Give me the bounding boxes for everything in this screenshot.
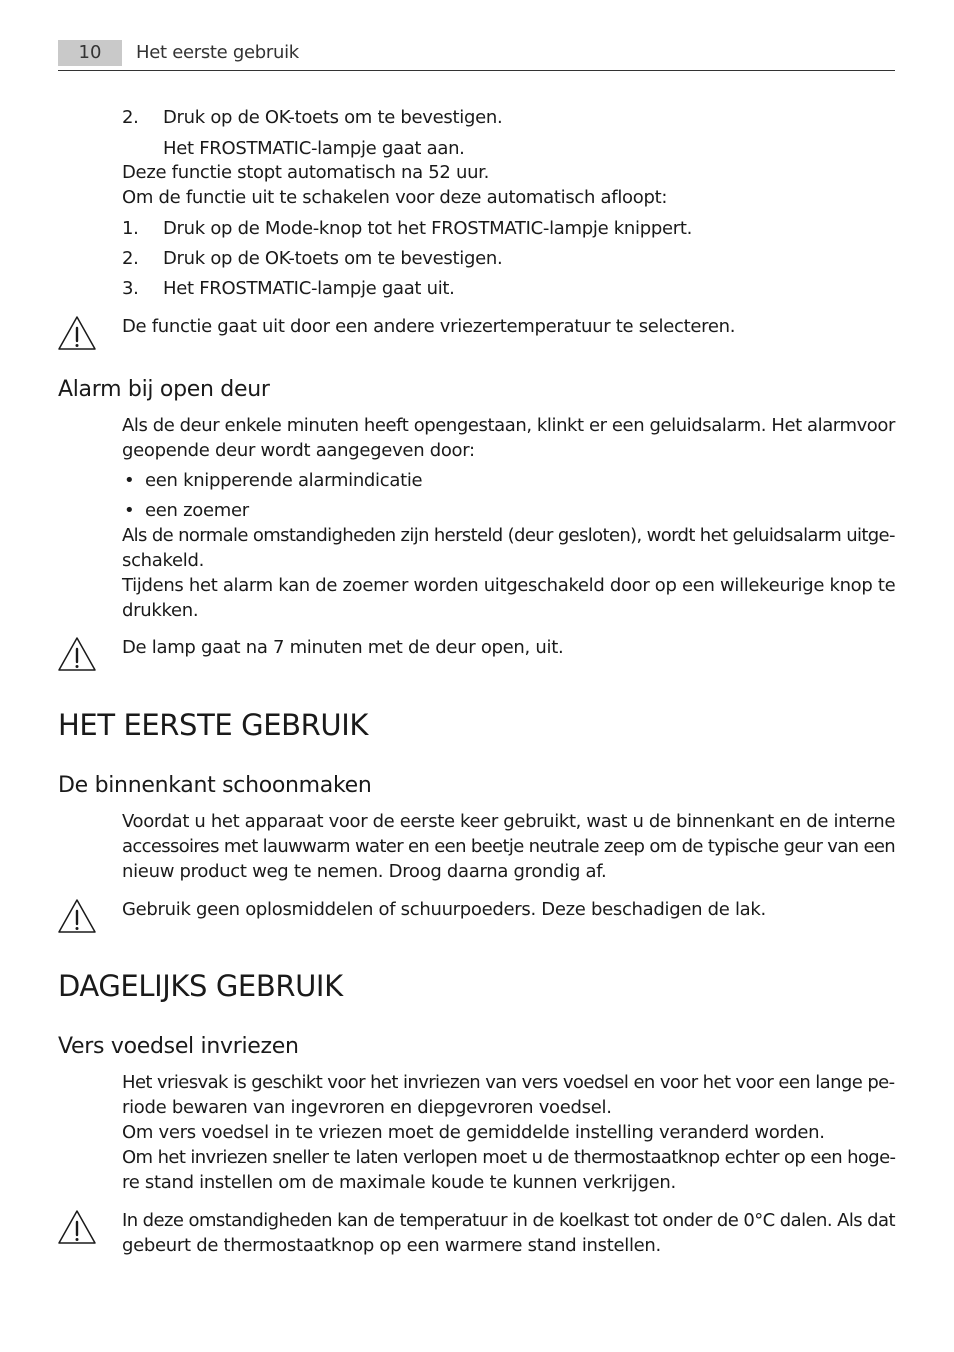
paragraph-line: accessoires met lauwwarm water en een beetje neutrale zeep om de typische geur van een	[122, 836, 896, 857]
section-heading: Alarm bij open deur	[58, 377, 270, 402]
header-rule	[58, 70, 895, 71]
running-title: Het eerste gebruik	[136, 42, 299, 63]
warning-text: In deze omstandigheden kan de temperatuur in de koelkast tot onder de 0°C dalen. Als dat	[122, 1210, 895, 1231]
step-number: 2.	[122, 248, 139, 269]
paragraph-line: Het vriesvak is geschikt voor het invriezen van vers voedsel en voor het voor een lange pe-	[122, 1072, 895, 1093]
warning-text: Gebruik geen oplosmiddelen of schuurpoeders. Deze beschadigen de lak.	[122, 899, 766, 920]
paragraph-line: nieuw product weg te nemen. Droog daarna grondig af.	[122, 861, 607, 882]
section-heading: Vers voedsel invriezen	[58, 1034, 299, 1059]
warning-triangle-icon	[57, 1209, 97, 1245]
step-text: Het FROSTMATIC-lampje gaat uit.	[163, 278, 455, 299]
paragraph-line: Tijdens het alarm kan de zoemer worden uitgeschakeld door op een willekeurige knop te	[122, 575, 896, 596]
list-item: een knipperende alarmindicatie	[145, 470, 423, 491]
paragraph-line: Om het invriezen sneller te laten verlopen moet u de thermostaatknop echter op een hoge-	[122, 1147, 896, 1168]
bullet-icon: •	[124, 500, 135, 521]
step-number: 3.	[122, 278, 139, 299]
step-text: Druk op de OK-toets om te bevestigen.	[163, 248, 503, 269]
switch-off-intro: Om de functie uit te schakelen voor deze automatisch afloopt:	[122, 187, 668, 208]
list-item: een zoemer	[145, 500, 249, 521]
chapter-heading: HET EERSTE GEBRUIK	[58, 708, 368, 742]
section-heading: De binnenkant schoonmaken	[58, 773, 372, 798]
warning-text: gebeurt de thermostaatknop op een warmere stand instellen.	[122, 1235, 661, 1256]
paragraph-line: Als de deur enkele minuten heeft opengestaan, klinkt er een geluidsalarm. Het alarmvoor	[122, 415, 895, 436]
warning-text: De functie gaat uit door een andere vriezertemperatuur te selecteren.	[122, 316, 736, 337]
step-text: Druk op de OK-toets om te bevestigen.	[163, 107, 503, 128]
page-number: 10	[58, 40, 122, 66]
warning-text: De lamp gaat na 7 minuten met de deur open, uit.	[122, 637, 564, 658]
bullet-icon: •	[124, 470, 135, 491]
warning-triangle-icon	[57, 898, 97, 934]
warning-triangle-icon	[57, 315, 97, 351]
paragraph-line: Voordat u het apparaat voor de eerste keer gebruikt, wast u de binnenkant en de interne	[122, 811, 896, 832]
paragraph-line: drukken.	[122, 600, 199, 621]
paragraph-line: re stand instellen om de maximale koude te kunnen verkrijgen.	[122, 1172, 676, 1193]
auto-stop-text: Deze functie stopt automatisch na 52 uur.	[122, 162, 490, 183]
paragraph-line: geopende deur wordt aangegeven door:	[122, 440, 475, 461]
step-text: Druk op de Mode-knop tot het FROSTMATIC-lampje knippert.	[163, 218, 693, 239]
step-number: 2.	[122, 107, 139, 128]
chapter-heading: DAGELIJKS GEBRUIK	[58, 969, 343, 1003]
paragraph-line: schakeld.	[122, 550, 205, 571]
step-result: Het FROSTMATIC-lampje gaat aan.	[163, 138, 465, 159]
paragraph-line: riode bewaren van ingevroren en diepgevroren voedsel.	[122, 1097, 612, 1118]
paragraph-line: Als de normale omstandigheden zijn hersteld (deur gesloten), wordt het geluidsalarm uitge-	[122, 525, 895, 546]
paragraph-line: Om vers voedsel in te vriezen moet de gemiddelde instelling veranderd worden.	[122, 1122, 825, 1143]
warning-triangle-icon	[57, 636, 97, 672]
step-number: 1.	[122, 218, 139, 239]
